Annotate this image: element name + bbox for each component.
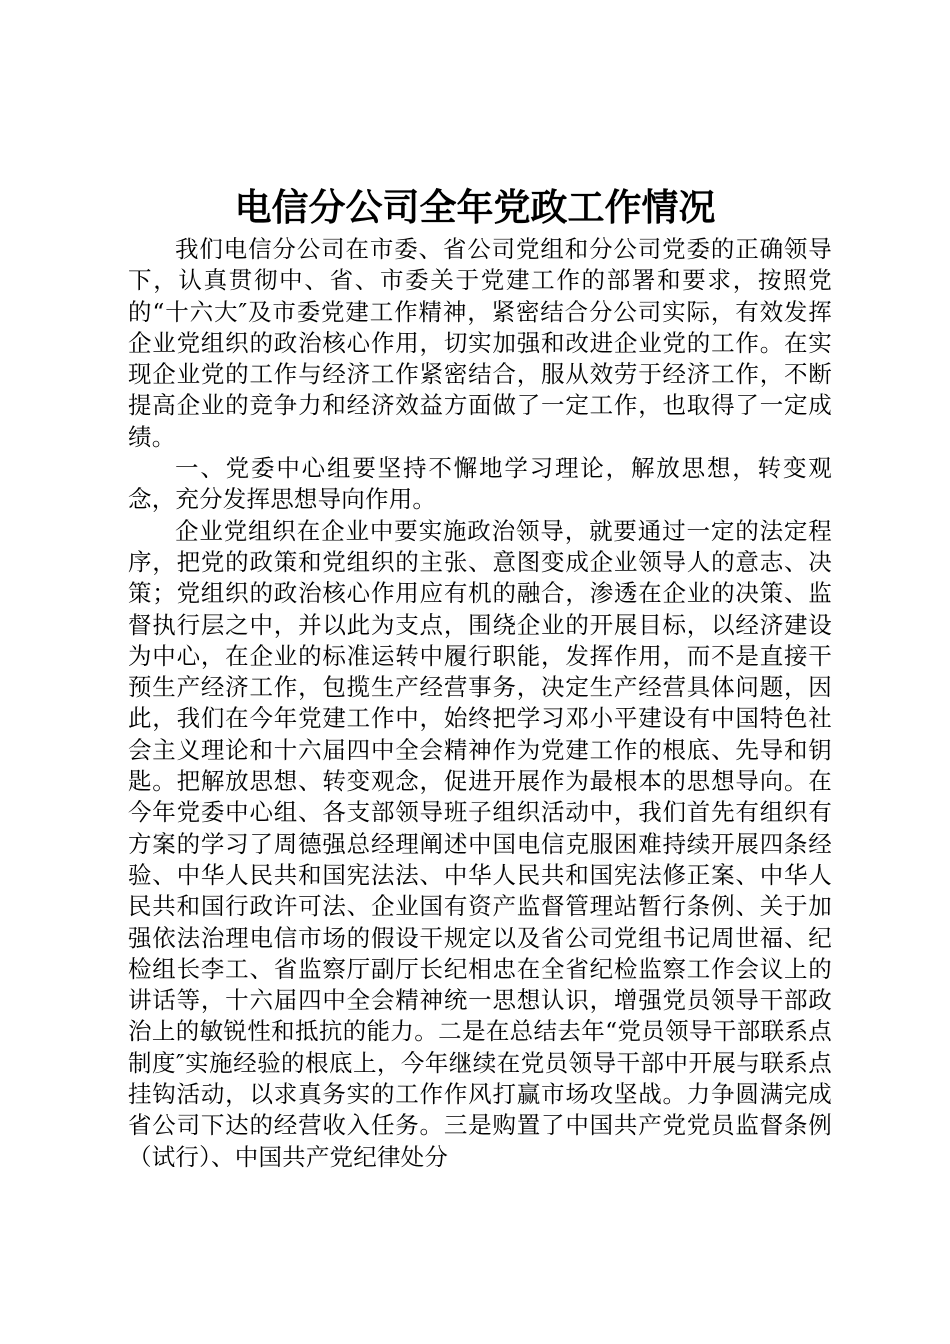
document-title: 电信分公司全年党政工作情况	[234, 186, 716, 229]
paragraph-body: 企业党组织在企业中要实施政治领导，就要通过一定的法定程序，把党的政策和党组织的主张、意图变成企业领导人的意志、决策；党组织的政治核心作用应有机的融合，渗透在企业的决策、监督执行层之中，并以此为支点，围绕企业的开展目标，以经济建设为中心，在企业的标准运转中履行职能，发挥作用，而不是直接干预生产经济工作，包揽生产经营事务，决定生产经营具体问题，因此，我们在今年党建工作中，始终把学习邓小平建设有中国特色社会主义理论和十六届四中全会精神作为党建工作的根底、先导和钥匙。把解放思想、转变观念，促进开展作为最根本的思想导向。在今年党委中心组、各支部领导班子组织活动中，我们首先有组织有方案的学习了周德强总经理阐述中国电信克服困难持续开展四条经验、中华人民共和国宪法法、中华人民共和国宪法修正案、中华人民共和国行政许可法、企业国有资产监督管理站暂行条例、关于加强依法治理电信市场的假设干规定以及省公司党组书记周世福、纪检组长李工、省监察厅副厅长纪相忠在全省纪检监察工作会议上的讲话等，十六届四中全会精神统一思想认识，增强党员领导干部政治上的敏锐性和抵抗的能力。二是在总结去年“党员领导干部联系点制度″实施经验的根底上，今年继续在党员领导干部中开展与联系点挂钩活动，以求真务实的工作作风打赢市场攻坚战。力争圆满完成省公司下达的经营收入任务。三是购置了中国共产党党员监督条例（试行）、中国共产党纪律处分	[128, 516, 832, 1171]
document-body	[128, 234, 832, 1173]
paragraph-section-heading: 一、党委中心组要坚持不懈地学习理论，解放思想，转变观念，充分发挥思想导向作用。	[128, 454, 832, 514]
paragraph-intro: 我们电信分公司在市委、省公司党组和分公司党委的正确领导下，认真贯彻中、省、市委关于党建工作的部署和要求，按照党的“十六大″及市委党建工作精神，紧密结合分公司实际，有效发挥企业党组织的政治核心作用，切实加强和改进企业党的工作。在实现企业党的工作与经济工作紧密结合，服从效劳于经济工作，不断提高企业的竞争力和经济效益方面做了一定工作，也取得了一定成绩。	[128, 235, 832, 451]
